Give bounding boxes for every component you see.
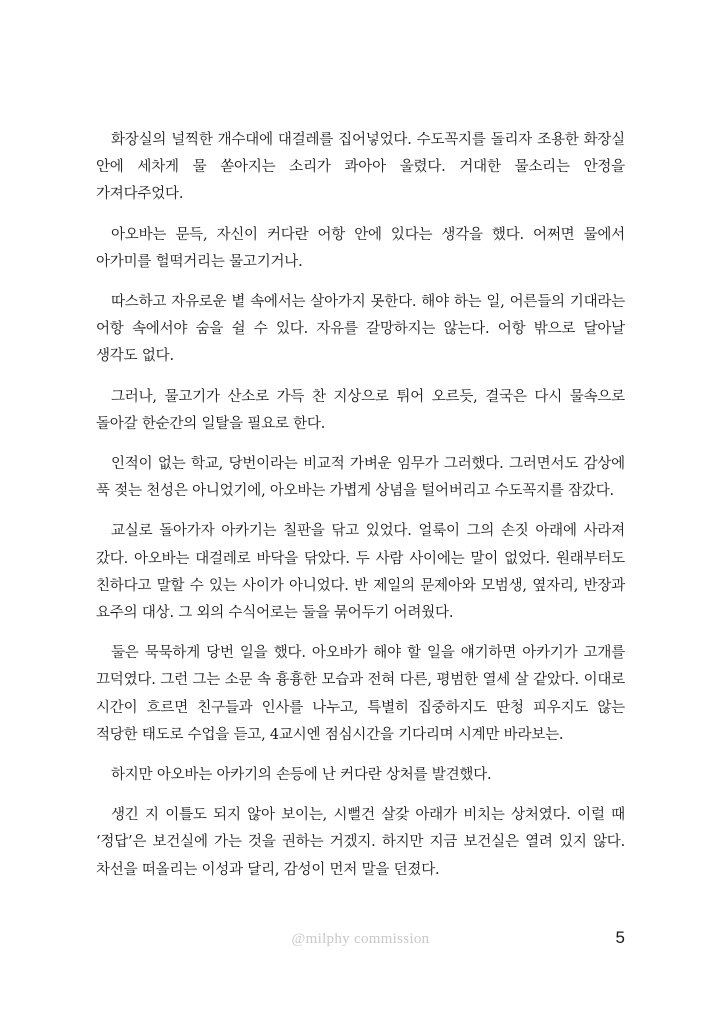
paragraph-6: 교실로 돌아가자 아카기는 칠판을 닦고 있었다. 얼룩이 그의 손짓 아래에 사라져 갔다. 아오바는 대걸레로 바닥을 닦았다. 두 사람 사이에는 말이 없었다. 원래부터도 친하다고 말할 수 있는 사이가 아니었다. 반 제일의 문제아와 모범생, 옆자리, 반장과 요주의 대상. 그 외의 수식어로는 둘을 묶어두기 어려웠다. [96,523,625,622]
paragraph-8: 하지만 아오바는 아카기의 손등에 난 커다란 상처를 발견했다. [111,767,492,784]
paragraph-9: 생긴 지 이틀도 되지 않아 보이는, 시뻘건 살갗 아래가 비치는 상처였다. 이럴 때 ‘정답’은 보건실에 가는 것을 권하는 거겠지. 하지만 지금 보건실은 열려 있지 않다. 차선을 떠올리는 이성과 달리, 감성이 먼저 말을 던졌다. [96,807,625,878]
paragraph-3: 따스하고 자유로운 볕 속에서는 살아가지 못한다. 해야 하는 일, 어른들의 기대라는 어항 속에서야 숨을 쉴 수 있다. 자유를 갈망하지는 않는다. 어항 밖으로 달아날 생각도 없다. [96,294,625,365]
footer-watermark: @milphy commission [291,931,430,947]
paragraph-2: 아오바는 문득, 자신이 커다란 어항 안에 있다는 생각을 했다. 어쩌면 물에서 아가미를 헐떡거리는 물고기거나. [96,226,625,270]
paragraph-4: 그러나, 물고기가 산소로 가득 찬 지상으로 튀어 오르듯, 결국은 다시 물속으로 돌아갈 한순간의 일탈을 필요로 한다. [96,388,625,432]
paragraph-7: 둘은 묵묵하게 당번 일을 했다. 아오바가 해야 할 일을 얘기하면 아카기가 고개를 끄덕였다. 그런 그는 소문 속 흉흉한 모습과 전혀 다른, 평범한 열세 살 같았다. 이대로 시간이 흐르면 친구들과 인사를 나누고, 특별히 집중하지도 딴청 피우지도 않는 적당한 태도로 수업을 듣고, 4교시엔 점심시간을 기다리며 시계만 바라보는. [96,645,625,743]
page-number: 5 [615,928,625,947]
page-body [96,127,625,897]
paragraph-5: 인적이 없는 학교, 당번이라는 비교적 가벼운 임무가 그러했다. 그러면서도 감상에 푹 젖는 천성은 아니었기에, 아오바는 가볍게 상념을 털어버리고 수도꼭지를 잠갔다. [96,456,625,500]
paragraph-1: 화장실의 널찍한 개수대에 대걸레를 집어넣었다. 수도꼭지를 돌리자 조용한 화장실 안에 세차게 물 쏟아지는 소리가 콰아아 울렸다. 거대한 물소리는 안정을 가져다주었다. [96,132,625,203]
